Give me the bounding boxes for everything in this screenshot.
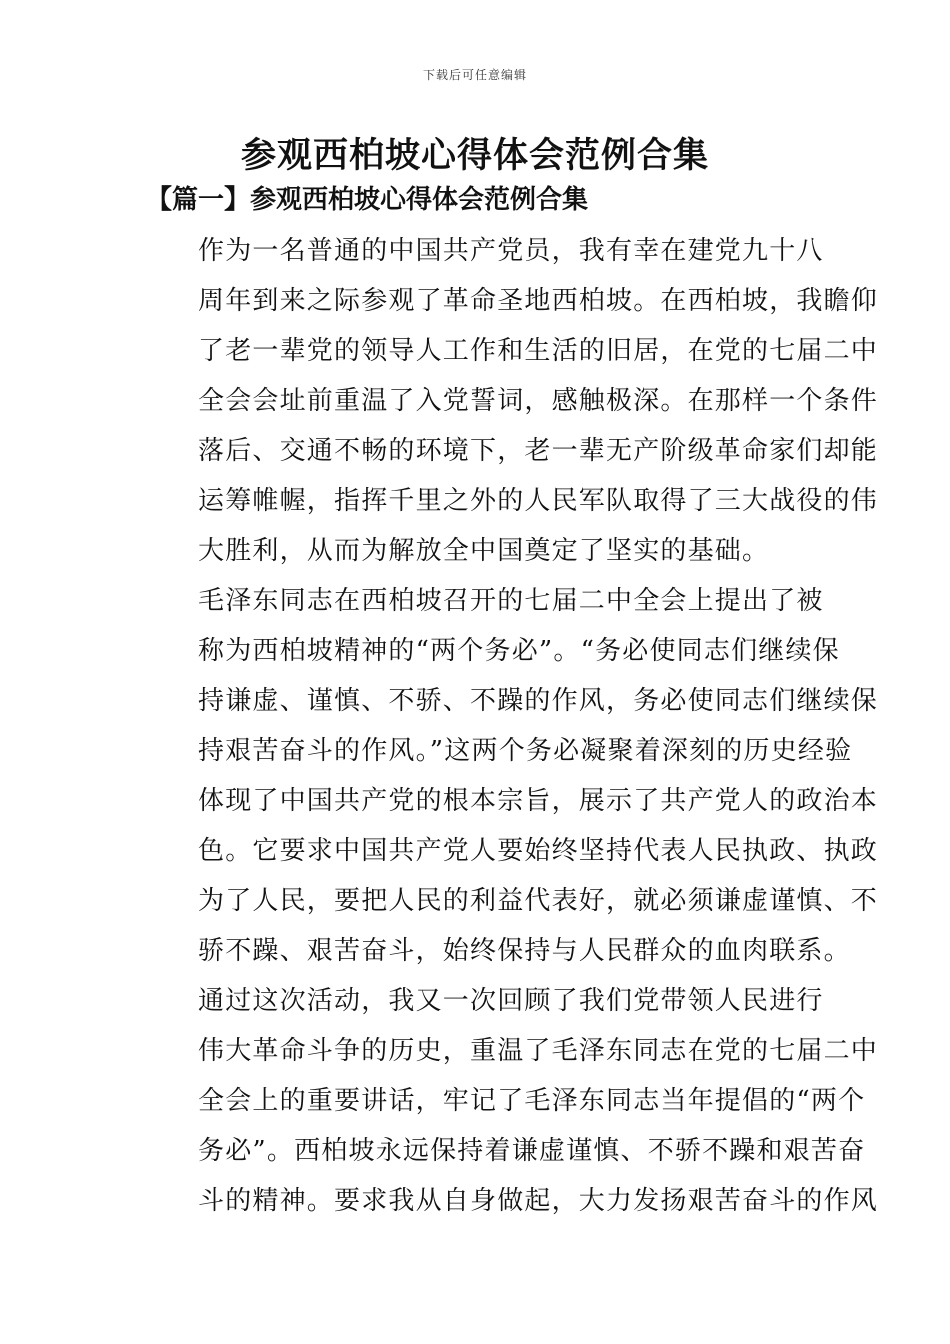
text-line: 持谦虚、谨慎、不骄、不躁的作风，务必使同志们继续保 [198, 686, 879, 716]
header-note: 下载后可任意编辑 [422, 68, 527, 82]
paragraph [146, 576, 879, 976]
text-line: 骄不躁、艰苦奋斗，始终保持与人民群众的血肉联系。 [198, 936, 851, 966]
text-line: 为了人民，要把人民的利益代表好，就必须谦虚谨慎、不 [198, 886, 879, 916]
text-line: 大胜利，从而为解放全中国奠定了坚实的基础。 [198, 536, 770, 566]
document-body [146, 226, 879, 1226]
text-line: 伟大革命斗争的历史，重温了毛泽东同志在党的七届二中 [198, 1036, 879, 1066]
text-line: 持艰苦奋斗的作风。”这两个务必凝聚着深刻的历史经验 [198, 736, 853, 766]
text-line: 通过这次活动，我又一次回顾了我们党带领人民进行 [198, 986, 824, 1016]
text-line: 斗的精神。要求我从自身做起，大力发扬艰苦奋斗的作风 [198, 1186, 879, 1216]
text-line: 全会会址前重温了入党誓词，感触极深。在那样一个条件 [198, 386, 879, 416]
paragraph [146, 226, 879, 576]
text-line: 落后、交通不畅的环境下，老一辈无产阶级革命家们却能 [198, 436, 879, 466]
document-title: 参观西柏坡心得体会范例合集 [240, 136, 709, 176]
text-line: 毛泽东同志在西柏坡召开的七届二中全会上提出了被 [198, 586, 824, 616]
text-line: 称为西柏坡精神的“两个务必”。“务必使同志们继续保 [198, 636, 840, 666]
paragraph [146, 976, 879, 1226]
text-line: 全会上的重要讲话，牢记了毛泽东同志当年提倡的“两个 [198, 1086, 866, 1116]
text-line: 色。它要求中国共产党人要始终坚持代表人民执政、执政 [198, 836, 879, 866]
text-line: 体现了中国共产党的根本宗旨，展示了共产党人的政治本 [198, 786, 879, 816]
text-line: 了老一辈党的领导人工作和生活的旧居，在党的七届二中 [198, 336, 879, 366]
text-line: 周年到来之际参观了革命圣地西柏坡。在西柏坡，我瞻仰 [198, 286, 879, 316]
section-title: 【篇一】参观西柏坡心得体会范例合集 [146, 185, 589, 215]
text-line: 作为一名普通的中国共产党员，我有幸在建党九十八 [198, 236, 824, 266]
text-line: 运筹帷幄，指挥千里之外的人民军队取得了三大战役的伟 [198, 486, 879, 516]
text-line: 务必”。西柏坡永远保持着谦虚谨慎、不骄不躁和艰苦奋 [198, 1136, 866, 1166]
